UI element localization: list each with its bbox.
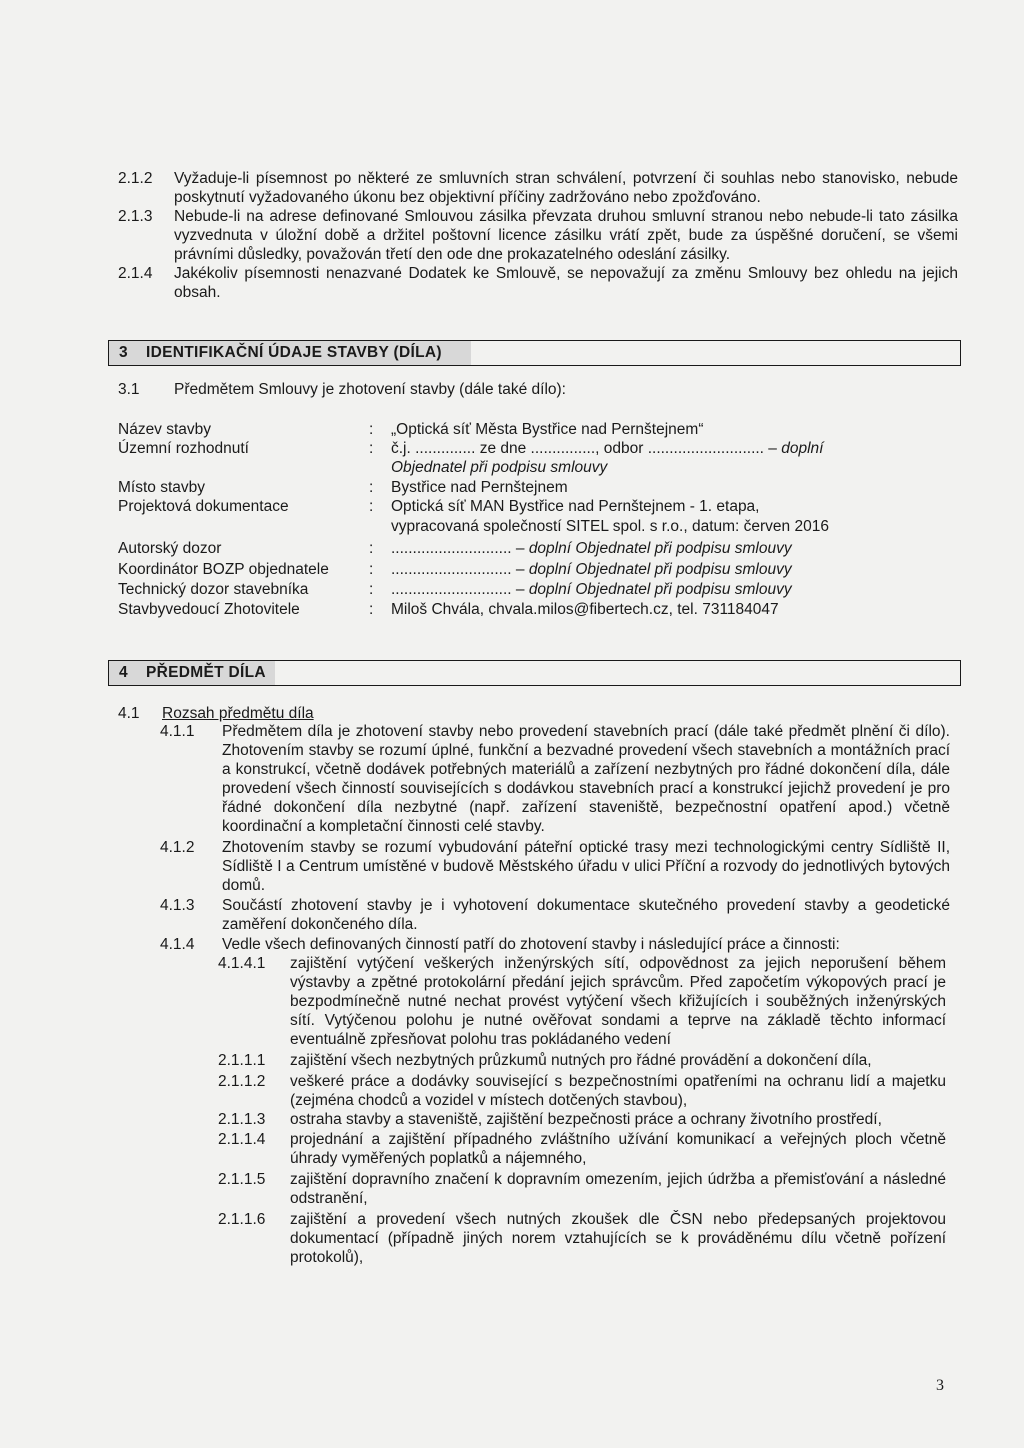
field-value: Bystřice nad Pernštejnem xyxy=(391,479,568,496)
field-colon: : xyxy=(369,561,374,578)
field-value xyxy=(391,580,792,599)
clause-text: Zhotovením stavby se rozumí vybudování páteřní optické trasy mezi technologickými centry Sídliště II, Sídliště I a Centrum umístěné v budově Městského úřadu v ulici Příční a rozvody do jednotlivých bytových domů. xyxy=(222,839,950,894)
field-colon: : xyxy=(369,421,374,438)
clause-number: 4.1.2 xyxy=(160,839,195,856)
clause-text: zajištění dopravního značení k dopravním omezením, jejich údržba a přemisťování a následné odstranění, xyxy=(290,1171,946,1207)
clause-number: 4.1.1 xyxy=(160,723,195,740)
heading-number: 4 xyxy=(119,664,128,681)
clause-number: 2.1.2 xyxy=(118,170,153,187)
clause-text: Předmětem díla je zhotovení stavby nebo provedení stavebních prací (dále také předmět plnění či dílo). Zhotovením stavby se rozumí úplné, funkční a bezvadné provedení všech stavebních a montážních prací a konstrukcí, včetně dodávek potřebných materiálů a zařízení nezbytných pro řádné dokončení díla, dále provedení všech činností souvisejících s dodávkou stavebních prací a konstrukcí jejichž provedení je pro řádné dokončení díla nezbytné (např. zařízení staveniště, bezpečnostní opatření apod.) včetně koordinační a kompletační činnosti celé stavby. xyxy=(222,723,950,835)
field-value: „Optická síť Města Bystřice nad Pernštejnem“ xyxy=(391,421,704,438)
clause-number: 2.1.1.2 xyxy=(218,1073,266,1090)
field-label: Územní rozhodnutí xyxy=(118,440,249,457)
clause-text: Nebude-li na adrese definované Smlouvou zásilka převzata druhou smluvní stranou nebo nebude-li tato zásilka vyzvednuta v úložní době a držitel poštovní licence zásilku vrátí zpět, bude za úspěšné doručení, se všemi právními důsledky, považován třetí den ode dne prokazatelného odeslání zásilky. xyxy=(174,208,958,263)
clause-number: 2.1.3 xyxy=(118,208,153,225)
field-label: Projektová dokumentace xyxy=(118,498,289,515)
field-label: Koordinátor BOZP objednatele xyxy=(118,561,329,578)
field-label: Název stavby xyxy=(118,421,212,438)
field-value xyxy=(391,539,792,558)
clause-text: zajištění všech nezbytných průzkumů nutných pro řádné provádění a dokončení díla, xyxy=(290,1052,872,1069)
field-value-note: doplní xyxy=(781,440,824,457)
field-value-note: doplní Objednatel při podpisu smlouvy xyxy=(528,540,792,557)
clause-text: Předmětem Smlouvy je zhotovení stavby (dále také dílo): xyxy=(174,381,566,398)
field-value-dots: ............................ – xyxy=(391,561,529,578)
clause-text: Vyžaduje-li písemnost po některé ze smluvních stran schválení, potvrzení či souhlas nebo stanovisko, nebude poskytnutí vyžadovaného úkonu bez objektivní příčiny zadržováno nebo zpožďováno. xyxy=(174,170,958,206)
clause-number: 2.1.1.3 xyxy=(218,1111,266,1128)
clause-number: 2.1.1.5 xyxy=(218,1171,266,1188)
clause-number: 2.1.1.4 xyxy=(218,1131,266,1148)
field-value-note: doplní Objednatel při podpisu smlouvy xyxy=(528,581,792,598)
heading-number: 3 xyxy=(119,344,128,361)
field-value: Optická síť MAN Bystřice nad Pernštejnem - 1. etapa, xyxy=(391,498,760,515)
field-label: Technický dozor stavebníka xyxy=(118,581,309,598)
clause-number: 2.1.1.1 xyxy=(218,1052,266,1069)
field-value-dots: ............................ – xyxy=(391,581,529,598)
clause-text: projednání a zajištění případného zvláštního užívání komunikací a veřejných ploch včetně úhrady vyměřených poplatků a nájemného, xyxy=(290,1131,946,1167)
field-colon: : xyxy=(369,440,374,457)
heading-title: IDENTIFIKAČNÍ ÚDAJE STAVBY (DÍLA) xyxy=(146,344,442,361)
clause-number: 4.1.4.1 xyxy=(218,955,266,972)
heading-title: PŘEDMĚT DÍLA xyxy=(146,664,266,681)
field-colon: : xyxy=(369,498,374,515)
section-heading-4 xyxy=(108,660,961,686)
clause-text: veškeré práce a dodávky související s bezpečnostními opatřeními na ochranu lidí a majetku (zejména chodců a vozidel v místech dotčených stavbou), xyxy=(290,1073,946,1109)
field-value: Miloš Chvála, chvala.milos@fibertech.cz, tel. 731184047 xyxy=(391,601,779,618)
field-colon: : xyxy=(369,540,374,557)
clause-text: Součástí zhotovení stavby je i vyhotovení dokumentace skutečného provedení stavby a geodetické zaměření dokončeného díla. xyxy=(222,897,950,933)
field-value xyxy=(391,560,792,579)
clause-text: ostraha stavby a staveniště, zajištění bezpečnosti práce a ochrany životního prostředí, xyxy=(290,1111,882,1128)
section-heading-3 xyxy=(108,340,961,366)
field-label: Stavbyvedoucí Zhotovitele xyxy=(118,601,300,618)
clause-number: 2.1.1.6 xyxy=(218,1211,266,1228)
subsection-title: Rozsah předmětu díla xyxy=(162,705,314,722)
clause-text: zajištění vytýčení veškerých inženýrských sítí, odpovědnost za jejich neporušení během výstavby a zpětné protokolární předání jejich správcům. Před započetím výkopových prací je bezpodmínečně nutné nechat provést vytýčení všech křižujících i souběžných inženýrských sítí. Vytýčenou polohu je nutné ověřovat sondami a teprve na základě těchto informací eventuálně zpřesňovat polohu tras pokládaného vedení xyxy=(290,955,946,1048)
subsection-number: 4.1 xyxy=(118,705,140,722)
field-value-dots: č.j. .............. ze dne ..............., odbor ........................... – xyxy=(391,440,782,457)
field-value: vypracovaná společností SITEL spol. s r.o., datum: červen 2016 xyxy=(391,518,829,535)
clause-text: zajištění a provedení všech nutných zkoušek dle ČSN nebo předepsaných projektovou dokumentací (případně jiných norem vztahujících se k prováděnému dílu včetně pořízení protokolů), xyxy=(290,1211,946,1266)
field-value-dots: ............................ – xyxy=(391,540,529,557)
clause-text: Vedle všech definovaných činností patří do zhotovení stavby i následující práce a činnosti: xyxy=(222,936,840,953)
field-label: Místo stavby xyxy=(118,479,205,496)
field-colon: : xyxy=(369,581,374,598)
field-colon: : xyxy=(369,479,374,496)
field-value-note: doplní Objednatel při podpisu smlouvy xyxy=(528,561,792,578)
field-label: Autorský dozor xyxy=(118,540,222,557)
clause-text: Jakékoliv písemnosti nenazvané Dodatek ke Smlouvě, se nepovažují za změnu Smlouvy bez ohledu na jejich obsah. xyxy=(174,265,958,301)
field-colon: : xyxy=(369,601,374,618)
field-value-note: Objednatel při podpisu smlouvy xyxy=(391,459,608,476)
clause-number: 3.1 xyxy=(118,381,140,398)
clause-number: 4.1.4 xyxy=(160,936,195,953)
clause-number: 2.1.4 xyxy=(118,265,153,282)
field-value xyxy=(391,439,823,458)
page-number: 3 xyxy=(936,1377,944,1394)
clause-number: 4.1.3 xyxy=(160,897,195,914)
